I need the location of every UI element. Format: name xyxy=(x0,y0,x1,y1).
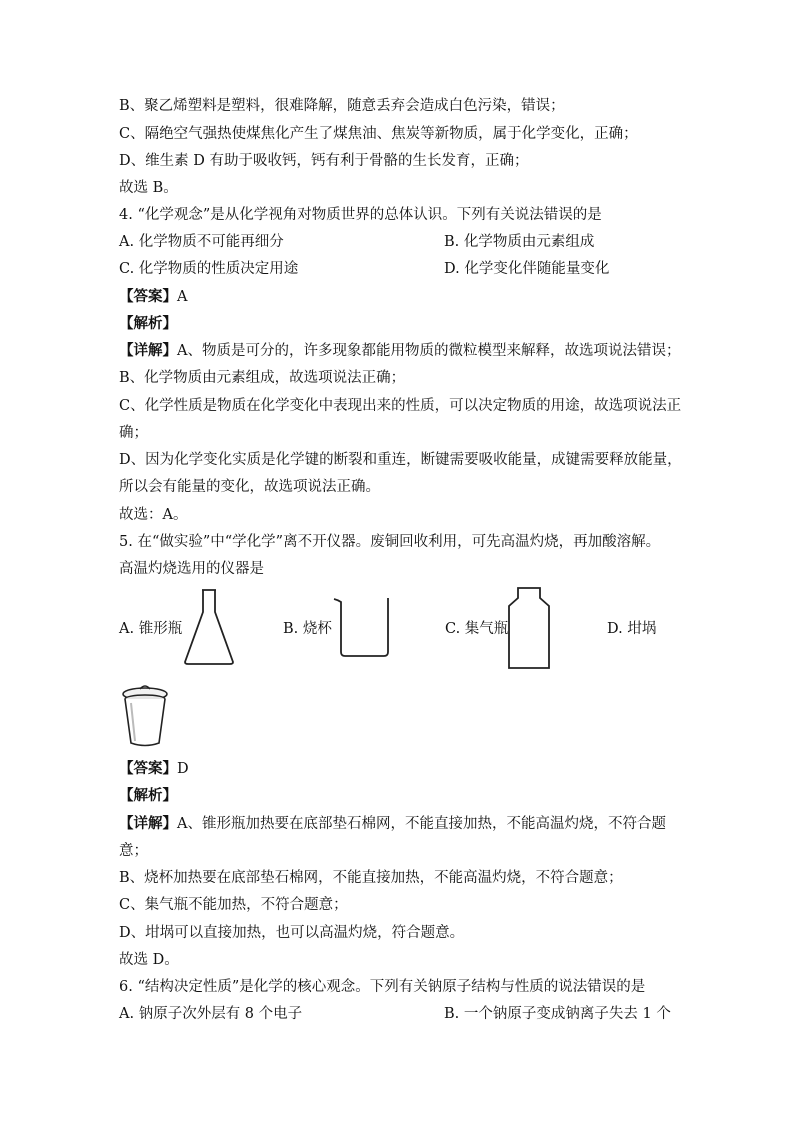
detail-text: A、锥形瓶加热要在底部垫石棉网，不能直接加热，不能高温灼烧，不符合题 xyxy=(177,816,666,832)
q4-conclusion: 故选：A。 xyxy=(119,507,188,523)
q4-detail-line: 确； xyxy=(119,425,148,441)
q5-detail-line xyxy=(119,815,666,833)
q4-detail-line: 所以会有能量的变化，故选项说法正确。 xyxy=(119,479,380,495)
q4-answer xyxy=(119,288,187,306)
text-line: 故选 B。 xyxy=(119,180,178,196)
q4-option-a: A. 化学物质不可能再细分 xyxy=(119,234,284,250)
q4-detail-line: B、化学物质由元素组成，故选项说法正确； xyxy=(119,370,406,386)
answer-tag: 【答案】 xyxy=(119,288,177,305)
question-4-stem: 4. “化学观念”是从化学视角对物质世界的总体认识。下列有关说法错误的是 xyxy=(119,207,602,223)
q4-detail-line xyxy=(119,342,680,360)
q4-option-c: C. 化学物质的性质决定用途 xyxy=(119,261,299,277)
question-5-stem: 5. 在“做实验”中“学化学”离不开仪器。废铜回收利用，可先高温灼烧，再加酸溶解。 xyxy=(119,534,661,550)
question-5-stem: 高温灼烧选用的仪器是 xyxy=(119,561,264,577)
q4-option-b: B. 化学物质由元素组成 xyxy=(444,234,595,250)
q5-answer xyxy=(119,760,189,778)
q5-analysis-tag: 【解析】 xyxy=(119,787,177,804)
q4-analysis-tag: 【解析】 xyxy=(119,315,177,332)
detail-tag: 【详解】 xyxy=(119,815,177,832)
detail-tag: 【详解】 xyxy=(119,342,177,359)
q4-option-d: D. 化学变化伴随能量变化 xyxy=(444,261,610,277)
q5-conclusion: 故选 D。 xyxy=(119,952,179,968)
crucible-icon xyxy=(119,681,171,749)
q6-option-b: B. 一个钠原子变成钠离子失去 1 个 xyxy=(444,1006,671,1022)
q5-option-c: C. 集气瓶 xyxy=(445,621,509,637)
text-line: B、聚乙烯塑料是塑料，很难降解，随意丢弃会造成白色污染，错误； xyxy=(119,98,565,114)
detail-text: A、物质是可分的，许多现象都能用物质的微粒模型来解释，故选项说法错误； xyxy=(177,343,681,359)
text-line: C、隔绝空气强热使煤焦化产生了煤焦油、焦炭等新物质，属于化学变化，正确； xyxy=(119,126,638,142)
q5-option-d: D. 坩埚 xyxy=(607,621,657,637)
q5-option-b: B. 烧杯 xyxy=(283,621,332,637)
q5-detail-line: 意； xyxy=(119,843,148,859)
q5-detail-line: B、烧杯加热要在底部垫石棉网，不能直接加热，不能高温灼烧，不符合题意； xyxy=(119,870,623,886)
answer-value: D xyxy=(177,761,189,777)
q4-detail-line: D、因为化学变化实质是化学键的断裂和重连，断键需要吸收能量，成键需要释放能量， xyxy=(119,452,682,468)
q6-option-a: A. 钠原子次外层有 8 个电子 xyxy=(119,1006,303,1022)
gas-collecting-bottle-icon xyxy=(507,586,551,670)
question-6-stem: 6. “结构决定性质”是化学的核心观念。下列有关钠原子结构与性质的说法错误的是 xyxy=(119,979,646,995)
answer-tag: 【答案】 xyxy=(119,760,177,777)
q5-option-a: A. 锥形瓶 xyxy=(119,621,183,637)
q5-detail-line: D、坩埚可以直接加热，也可以高温灼烧，符合题意。 xyxy=(119,925,465,941)
q5-detail-line: C、集气瓶不能加热，不符合题意； xyxy=(119,897,348,913)
answer-value: A xyxy=(177,289,188,305)
erlenmeyer-flask-icon xyxy=(182,588,236,666)
q4-detail-line: C、化学性质是物质在化学变化中表现出来的性质，可以决定物质的用途，故选项说法正 xyxy=(119,398,682,414)
beaker-icon xyxy=(332,596,392,658)
text-line: D、维生素 D 有助于吸收钙，钙有利于骨骼的生长发育，正确； xyxy=(119,153,529,169)
